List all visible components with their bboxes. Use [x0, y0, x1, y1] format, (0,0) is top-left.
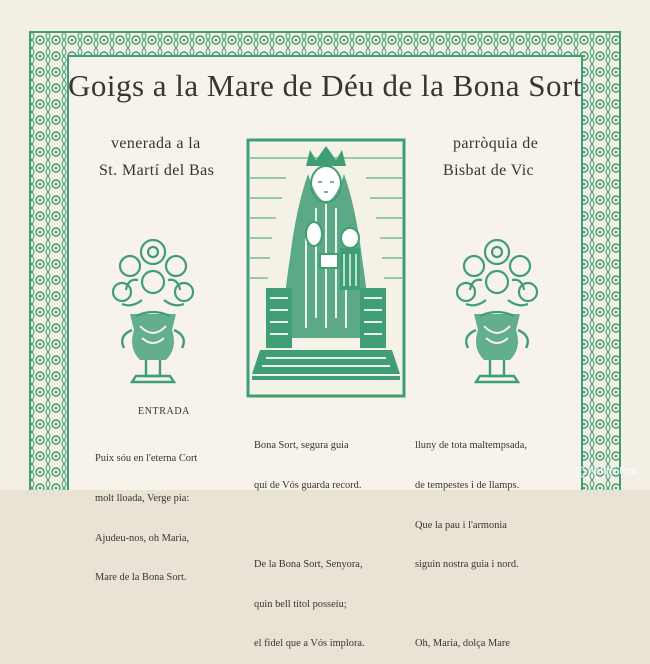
verse-line: Que la pau i l'armonia — [415, 519, 507, 531]
verse-column-2 — [254, 413, 365, 664]
right-flower-vase-image — [452, 230, 542, 395]
subtitle-right-line2: Bisbat de Vic — [443, 162, 535, 179]
verse-line: quin bell títol posseíu; — [254, 598, 347, 610]
verse-column-1 — [95, 426, 197, 598]
verse-line: Oh, Maria, dolça Mare — [415, 638, 510, 650]
left-flower-vase-image — [108, 230, 198, 395]
verse-line: Ajudeu-nos, oh Maria, — [95, 532, 190, 544]
verse-line: Puix sóu en l'eterna Cort — [95, 453, 198, 465]
verse-line: Mare de la Bona Sort. — [95, 572, 187, 584]
verse-line: Bona Sort, segura guia — [254, 440, 349, 452]
subtitle-right-line1: parròquia de — [453, 135, 539, 152]
verse-line — [254, 519, 365, 532]
entrada-heading: ENTRADA — [138, 406, 190, 417]
verse-line: siguin nostra guia i nord. — [415, 559, 519, 571]
verse-line: De la Bona Sort, Senyora, — [254, 559, 363, 571]
madonna-woodcut-image — [246, 138, 406, 398]
verse-line: qui de Vós guarda record. — [254, 480, 362, 492]
watermark-text: Antoni Prat — [588, 466, 638, 477]
subtitle-left-line1: venerada a la — [111, 135, 201, 152]
verse-line: el fidel que a Vós implora. — [254, 638, 365, 650]
verse-line: lluny de tota maltempsada, — [415, 440, 527, 452]
verse-line: molt lloada, Verge pia: — [95, 493, 190, 505]
verse-line — [415, 598, 527, 611]
copyright-icon — [574, 466, 586, 478]
verse-column-3 — [415, 413, 527, 664]
page-title: Goigs a la Mare de Déu de la Bona Sort — [67, 68, 582, 103]
verse-line: de tempestes i de llamps. — [415, 480, 520, 492]
subtitle-left-line2: St. Martí del Bas — [99, 162, 215, 179]
